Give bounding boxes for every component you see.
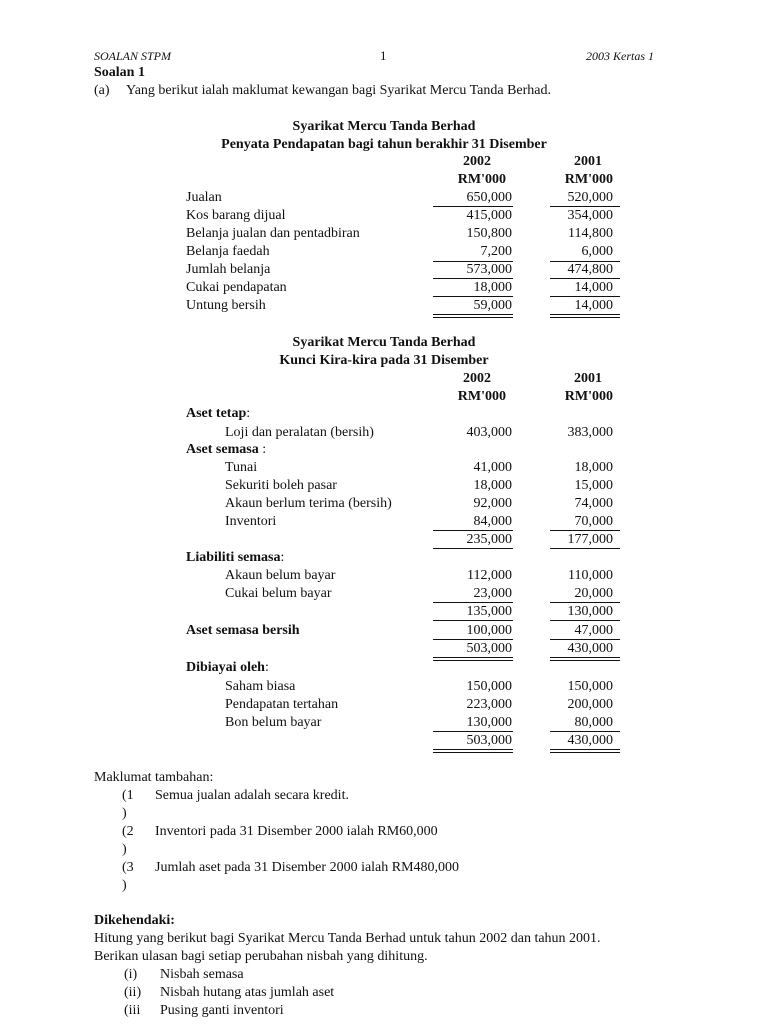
- balance-title: Kunci Kira-kira pada 31 Disember: [279, 353, 489, 368]
- row-value-2002: 150,800: [466, 226, 512, 241]
- current-liabilities-total: [0, 603, 768, 621]
- row-value-2001: 6,000: [581, 244, 613, 259]
- row-value-2002: 112,000: [467, 568, 512, 583]
- row-label: Cukai belum bayar: [225, 586, 332, 601]
- row-value-2002: 415,000: [466, 208, 512, 223]
- row-value-2001: 14,000: [574, 298, 613, 313]
- fixed-assets-heading: Aset tetap:: [186, 406, 251, 421]
- current-assets-total: [0, 531, 768, 549]
- current-assets-heading: Aset semasa :: [186, 442, 267, 457]
- row-label: Inventori: [225, 514, 277, 529]
- rule: [433, 620, 513, 621]
- current-asset-row: [0, 495, 768, 513]
- row-label: Akaun belum bayar: [225, 568, 336, 583]
- total-2001: 177,000: [567, 532, 613, 547]
- row-label: Jualan: [186, 190, 222, 205]
- row-value-2001: 520,000: [567, 190, 613, 205]
- income-unit-2002: RM'000: [457, 172, 506, 187]
- row-value-2002: 23,000: [473, 586, 512, 601]
- financed-row: [0, 678, 768, 696]
- row-value-2002: 573,000: [466, 262, 512, 277]
- balance-company: Syarikat Mercu Tanda Berhad: [292, 335, 476, 350]
- income-row-kos: [0, 207, 768, 225]
- header-left: SOALAN STPM: [94, 49, 172, 63]
- row-value-2002: 100,000: [466, 623, 512, 638]
- info-item-open: (2: [122, 824, 134, 839]
- row-value-2001: 150,000: [567, 679, 613, 694]
- liability-row: [0, 567, 768, 585]
- fixed-asset-row: [0, 424, 768, 442]
- double-rule: [433, 657, 513, 661]
- income-row-untung-bersih: [0, 297, 768, 315]
- info-item-close: ): [122, 878, 127, 893]
- required-item-text: Nisbah semasa: [160, 967, 244, 982]
- row-label: Saham biasa: [225, 679, 296, 694]
- double-rule: [433, 749, 513, 753]
- current-asset-row: [0, 459, 768, 477]
- balance-unit-2002: RM'000: [457, 389, 506, 404]
- total-2001: 130,000: [567, 604, 613, 619]
- rule: [550, 620, 620, 621]
- row-label: Untung bersih: [186, 298, 266, 313]
- row-value-2002: 41,000: [473, 460, 512, 475]
- row-label: Belanja faedah: [186, 244, 270, 259]
- info-item-open: (3: [122, 860, 134, 875]
- row-value-2002: 223,000: [466, 697, 512, 712]
- total-2002: 135,000: [466, 604, 512, 619]
- row-value-2002: 92,000: [473, 496, 512, 511]
- heading-text: Liabiliti semasa: [186, 550, 281, 565]
- double-rule: [433, 314, 513, 318]
- required-line-1: Hitung yang berikut bagi Syarikat Mercu Tanda Berhad untuk tahun 2002 dan tahun 2001.: [94, 931, 601, 946]
- balance-year-2001: 2001: [574, 371, 602, 386]
- required-item-marker: (ii): [124, 985, 142, 1000]
- row-value-2001: 74,000: [574, 496, 613, 511]
- row-label: Jumlah belanja: [186, 262, 271, 277]
- row-value-2002: 7,200: [480, 244, 512, 259]
- info-item-text: Jumlah aset pada 31 Disember 2000 ialah RM480,000: [155, 860, 460, 875]
- total-2002: 503,000: [466, 641, 512, 656]
- income-year-2002: 2002: [463, 154, 491, 169]
- row-value-2001: 110,000: [568, 568, 613, 583]
- part-a-text: Yang berikut ialah maklumat kewangan bagi Syarikat Mercu Tanda Berhad.: [126, 83, 551, 98]
- info-item-close: ): [122, 842, 127, 857]
- financed-row: [0, 696, 768, 714]
- income-title: Penyata Pendapatan bagi tahun berakhir 31 Disember: [221, 137, 547, 152]
- row-value-2001: 114,800: [568, 226, 613, 241]
- row-value-2002: 84,000: [473, 514, 512, 529]
- balance-year-2002: 2002: [463, 371, 491, 386]
- current-asset-row: [0, 513, 768, 531]
- page-number: 1: [380, 48, 387, 63]
- total-2001: 430,000: [567, 733, 613, 748]
- heading-text: Dibiayai oleh: [186, 660, 265, 675]
- income-company: Syarikat Mercu Tanda Berhad: [292, 119, 476, 134]
- question-title: Soalan 1: [94, 65, 145, 80]
- row-label: Cukai pendapatan: [186, 280, 287, 295]
- info-item-close: ): [122, 806, 127, 821]
- row-value-2001: 354,000: [567, 208, 613, 223]
- financed-row: [0, 714, 768, 732]
- income-unit-2001: RM'000: [564, 172, 613, 187]
- info-item-open: (1: [122, 788, 134, 803]
- required-item-text: Nisbah hutang atas jumlah aset: [160, 985, 335, 1000]
- info-item-text: Semua jualan adalah secara kredit.: [155, 788, 349, 803]
- row-value-2001: 474,800: [567, 262, 613, 277]
- row-value-2002: 650,000: [466, 190, 512, 205]
- row-value-2002: 403,000: [466, 425, 512, 440]
- row-value-2002: 18,000: [473, 478, 512, 493]
- required-heading: Dikehendaki:: [94, 913, 175, 928]
- net-current-assets-row: [0, 622, 768, 640]
- total-2002: 235,000: [466, 532, 512, 547]
- double-rule: [550, 749, 620, 753]
- row-value-2001: 47,000: [574, 623, 613, 638]
- row-value-2002: 18,000: [473, 280, 512, 295]
- double-rule: [550, 657, 620, 661]
- row-value-2001: 15,000: [574, 478, 613, 493]
- current-asset-row: [0, 477, 768, 495]
- row-value-2001: 200,000: [567, 697, 613, 712]
- rule: [550, 548, 620, 549]
- income-row-belanja-jualan: [0, 225, 768, 243]
- financed-total-row: [0, 732, 768, 750]
- row-label: Kos barang dijual: [186, 208, 286, 223]
- required-item-text: Pusing ganti inventori: [160, 1003, 284, 1018]
- info-item-text: Inventori pada 31 Disember 2000 ialah RM60,000: [155, 824, 438, 839]
- rule: [433, 548, 513, 549]
- required-line-2: Berikan ulasan bagi setiap perubahan nisbah yang dihitung.: [94, 949, 428, 964]
- income-row-belanja-faedah: [0, 243, 768, 261]
- row-label: Aset semasa bersih: [186, 623, 300, 638]
- row-label: Akaun berlum terima (bersih): [225, 496, 392, 511]
- row-value-2001: 14,000: [574, 280, 613, 295]
- total-assets-row: [0, 640, 768, 658]
- part-a-marker: (a): [94, 83, 110, 98]
- additional-info-heading: Maklumat tambahan:: [94, 770, 214, 785]
- row-value-2001: 20,000: [574, 586, 613, 601]
- row-value-2001: 18,000: [574, 460, 613, 475]
- row-value-2001: 70,000: [574, 514, 613, 529]
- row-value-2002: 59,000: [473, 298, 512, 313]
- total-2002: 503,000: [466, 733, 512, 748]
- heading-text: Aset semasa: [186, 442, 259, 457]
- financed-heading: Dibiayai oleh:: [186, 660, 269, 675]
- income-row-jualan: [0, 189, 768, 207]
- row-value-2001: 80,000: [574, 715, 613, 730]
- row-label: Pendapatan tertahan: [225, 697, 339, 712]
- row-label: Tunai: [225, 460, 258, 475]
- row-label: Sekuriti boleh pasar: [225, 478, 337, 493]
- row-label: Loji dan peralatan (bersih): [225, 425, 374, 440]
- income-row-jumlah-belanja: [0, 261, 768, 279]
- required-item-marker: (iii: [124, 1003, 141, 1018]
- income-year-2001: 2001: [574, 154, 602, 169]
- liability-row: [0, 585, 768, 603]
- row-label: Belanja jualan dan pentadbiran: [186, 226, 360, 241]
- header-right: 2003 Kertas 1: [586, 49, 655, 63]
- row-value-2002: 130,000: [466, 715, 512, 730]
- row-value-2002: 150,000: [466, 679, 512, 694]
- row-label: Bon belum bayar: [225, 715, 322, 730]
- required-item-marker: (i): [124, 967, 138, 982]
- row-value-2001: 383,000: [567, 425, 613, 440]
- balance-unit-2001: RM'000: [564, 389, 613, 404]
- heading-text: Aset tetap: [186, 406, 247, 421]
- double-rule: [550, 314, 620, 318]
- total-2001: 430,000: [567, 641, 613, 656]
- income-row-cukai: [0, 279, 768, 297]
- current-liabilities-heading: Liabiliti semasa:: [186, 550, 285, 565]
